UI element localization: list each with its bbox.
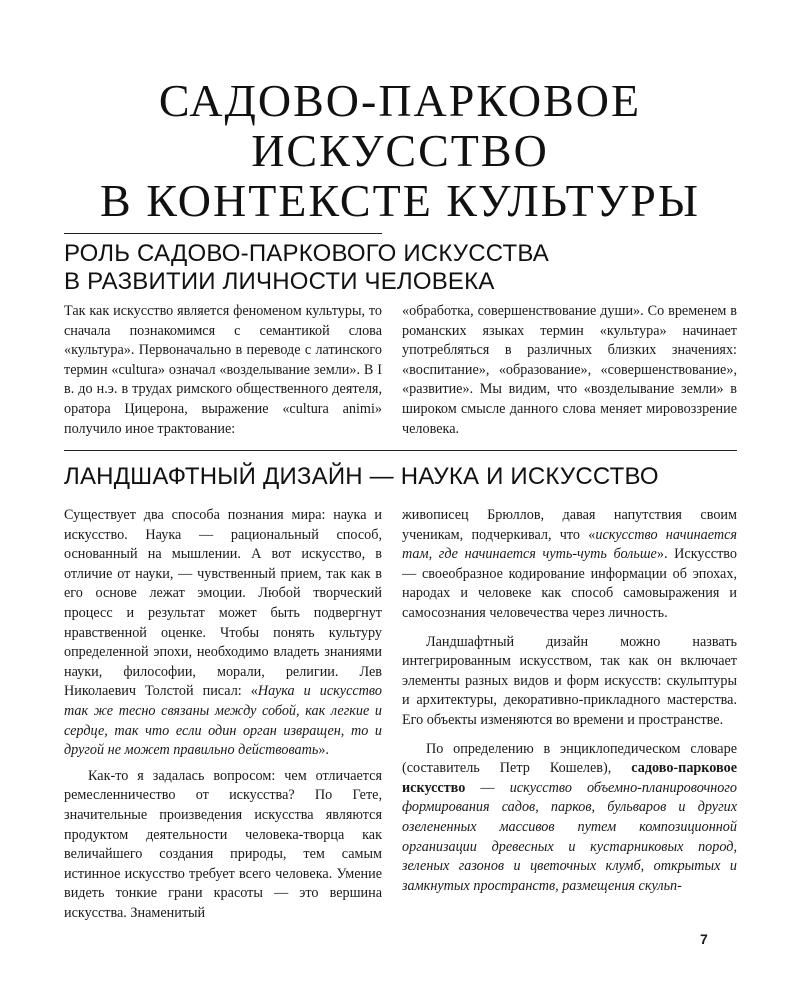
paragraph-text: По определению в энциклопедическом словаре (составитель Петр Кошелев), — [402, 740, 737, 777]
section1-heading-line-1: РОЛЬ САДОВО-ПАРКОВОГО ИСКУССТВА — [64, 240, 549, 267]
section2-rule — [64, 450, 737, 451]
title-line-3: В КОНТЕКСТЕ КУЛЬТУРЫ — [100, 175, 700, 226]
section2-paragraph — [402, 506, 737, 624]
page-title — [0, 76, 800, 226]
bryullov-quote: искусство начинается там, где начинается чуть-чуть больше — [402, 526, 737, 563]
section1-heading-line-2: В РАЗВИТИИ ЛИЧНОСТИ ЧЕЛОВЕКА — [64, 268, 495, 295]
page-number: 7 — [700, 931, 708, 947]
section2-heading — [64, 463, 659, 491]
paragraph-text: ». — [318, 742, 329, 759]
title-line-2: ИСКУССТВО — [251, 125, 549, 176]
section1-column-right — [402, 302, 737, 439]
paragraph-text: — — [465, 779, 510, 796]
section2-paragraph: Как-то я задалась вопросом: чем отличается ремесленничество от искусства? По Гете, значительные произведения искусства являются продуктом деятельности человека-творца как величайшего создания природы, тем самым истинное искусство требует всего человека. Умение видеть тонкие грани красоты — это вершина искусства. Знаменитый — [64, 767, 382, 921]
section1-heading — [64, 240, 549, 296]
section1-paragraph: Так как искусство является феноменом культуры, то сначала познакомимся с семантикой слова «культура». Первоначально в переводе с латинского термин «cultura» означал «возделывание земли». В I в. до н.э. в трудах римского общественного деятеля, оратора Цицерона, выражение «cultura animi» получило иное трактование: — [64, 303, 382, 437]
tolstoy-quote: Наука и искусство так же тесно связаны между собой, как легкие и сердце, так что если один орган извращен, то и другой не может правильно действовать — [64, 683, 382, 759]
section2-paragraph — [402, 740, 737, 897]
section1-rule — [64, 233, 382, 234]
title-line-1: САДОВО-ПАРКОВОЕ — [158, 75, 642, 126]
term-definition: искусство объемно-планировочного формирования садов, парков, бульваров и других озелененных массивов путем композиционной организации древесных и кустарниковых пород, зеленых газонов и цветочных клумб, открытых и замкнутых пространств, размещения скульп- — [402, 779, 738, 894]
section2-paragraph — [64, 506, 382, 761]
section2-column-right — [402, 506, 737, 896]
paragraph-text: Существует два способа познания мира: наука и искусство. Наука — рациональный способ, основанный на мышлении. А вот искусство, в отличие от науки, — чувственный прием, так как в его основе лежат эмоции. Любой творческий процесс и результат может быть подвергнут нравственной оценке. Чтобы понять культуру определенной эпохи, необходимо владеть знаниями науки, философии, морали, религии. Лев Николаевич Толстой писал: « — [64, 507, 382, 700]
paragraph-text: живописец Брюллов, давая напутствия своим ученикам, подчеркивал, что « — [402, 507, 737, 543]
section2-heading-text: ЛАНДШАФТНЫЙ ДИЗАЙН — НАУКА И ИСКУССТВО — [64, 463, 659, 490]
section2-column-left — [64, 506, 382, 923]
defined-term: садово-парковое искусство — [402, 760, 737, 796]
section2-paragraph: Ландшафтный дизайн можно назвать интегрированным искусством, так как он включает элементы разных видов и форм искусств: скульптуры и архитектуры, декоративно-прикладного мастерства. Его объекты изменяются во времени и пространстве. — [402, 633, 737, 728]
paragraph-text: ». Искусство — своеобразное кодирование информации об эпохах, народах и человеке как способ самовыражения и самосознания человечества через личность. — [402, 546, 737, 621]
section1-column-left — [64, 302, 382, 439]
section1-paragraph: «обработка, совершенствование души». Со временем в романских языках термин «культура» начинает употребляться в различных близких значениях: «воспитание», «образование», «совершенствование», «развитие». Мы видим, что «возделывание земли» в широком смысле данного слова меняет мировоззрение человека. — [402, 303, 737, 437]
